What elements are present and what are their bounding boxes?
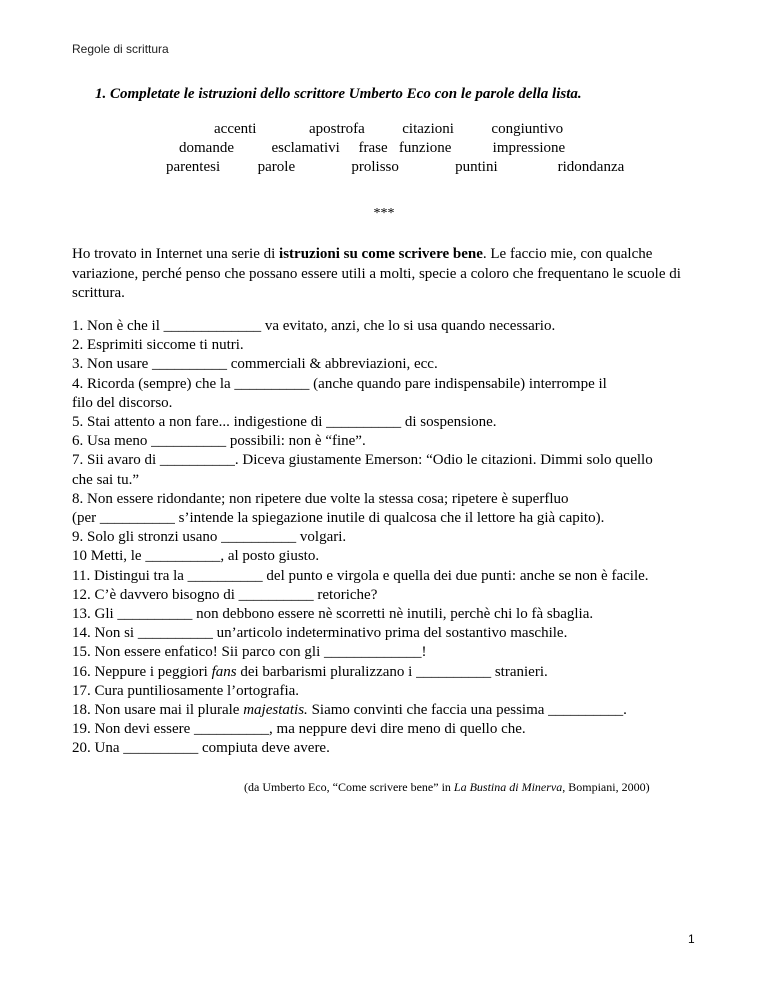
page-header: Regole di scrittura — [72, 42, 169, 56]
citation-after: , Bompiani, 2000) — [562, 780, 650, 794]
list-item: 12. C’è davvero bisogno di __________ retoriche? — [72, 586, 378, 603]
item16-prefix: 16. Neppure i peggiori — [72, 663, 212, 680]
intro-paragraph — [72, 245, 692, 304]
word-list-row-2: domande esclamativi frase funzione impressione — [179, 140, 566, 156]
list-item: 17. Cura puntiliosamente l’ortografia. — [72, 682, 300, 699]
list-item: 10 Metti, le __________, al posto giusto. — [72, 548, 320, 565]
list-item: 15. Non essere enfatico! Sii parco con gli _____________! — [72, 644, 427, 661]
list-item: 2. Esprimiti siccome ti nutri. — [72, 337, 244, 354]
list-item: che sai tu.” — [72, 471, 140, 488]
list-item: 11. Distingui tra la __________ del punto e virgola e quella dei due punti: anche se non è facile. — [72, 567, 649, 584]
page-number: 1 — [688, 932, 695, 946]
list-item: 8. Non essere ridondante; non ripetere due volte la stessa cosa; ripetere è superfluo — [72, 490, 569, 507]
item18-prefix: 18. Non usare mai il plurale — [72, 702, 244, 719]
item16-italic: fans — [211, 663, 237, 680]
list-item: 4. Ricorda (sempre) che la __________ (anche quando pare indispensabile) interrompe il — [72, 375, 607, 392]
instruction-list — [72, 317, 712, 759]
intro-text-after: . Le faccio mie, con qualche variazione, perché penso che possano essere utili a molti, specie a coloro che frequentano le scuole di scrittura. — [72, 246, 681, 301]
list-item: 20. Una __________ compiuta deve avere. — [72, 740, 330, 757]
list-item: 9. Solo gli stronzi usano __________ volgari. — [72, 529, 347, 546]
intro-text-before: Ho trovato in Internet una serie di — [72, 246, 280, 262]
list-item: (per __________ s’intende la spiegazione inutile di qualcosa che il lettore ha già capito). — [72, 510, 605, 527]
word-list-row-1: accenti apostrofa citazioni congiuntivo — [214, 121, 564, 137]
citation-italic: La Bustina di Minerva — [453, 780, 563, 794]
list-item: 19. Non devi essere __________, ma neppure devi dire meno di quello che. — [72, 721, 526, 738]
item18-italic: majestatis. — [243, 702, 308, 719]
list-item: 14. Non si __________ un’articolo indeterminativo prima del sostantivo maschile. — [72, 625, 568, 642]
list-item: 13. Gli __________ non debbono essere nè scorretti nè inutili, perchè chi lo fà sbaglia. — [72, 606, 594, 623]
section-separator: *** — [373, 206, 395, 221]
list-item: filo del discorso. — [72, 394, 173, 411]
list-item: 5. Stai attento a non fare... indigestione di __________ di sospensione. — [72, 414, 497, 431]
exercise-title: 1. Completate le istruzioni dello scrittore Umberto Eco con le parole della lista. — [95, 86, 582, 102]
list-item: 3. Non usare __________ commerciali & abbreviazioni, ecc. — [72, 356, 438, 373]
source-citation — [244, 780, 650, 795]
list-item: 6. Usa meno __________ possibili: non è “fine”. — [72, 433, 366, 450]
intro-text-bold: istruzioni su come scrivere bene — [279, 246, 483, 262]
word-list-row-3: parentesi parole prolisso puntini ridondanza — [166, 159, 625, 175]
list-item-18 — [72, 701, 712, 720]
citation-before: (da Umberto Eco, “Come scrivere bene” in — [244, 780, 454, 794]
item18-suffix: Siamo convinti che faccia una pessima __________. — [307, 702, 627, 719]
list-item-16 — [72, 663, 712, 682]
item16-suffix: dei barbarismi pluralizzano i __________ stranieri. — [236, 663, 548, 680]
list-item: 1. Non è che il _____________ va evitato, anzi, che lo si usa quando necessario. — [72, 318, 556, 334]
list-item: 7. Sii avaro di __________. Diceva giustamente Emerson: “Odio le citazioni. Dimmi solo quello — [72, 452, 653, 469]
